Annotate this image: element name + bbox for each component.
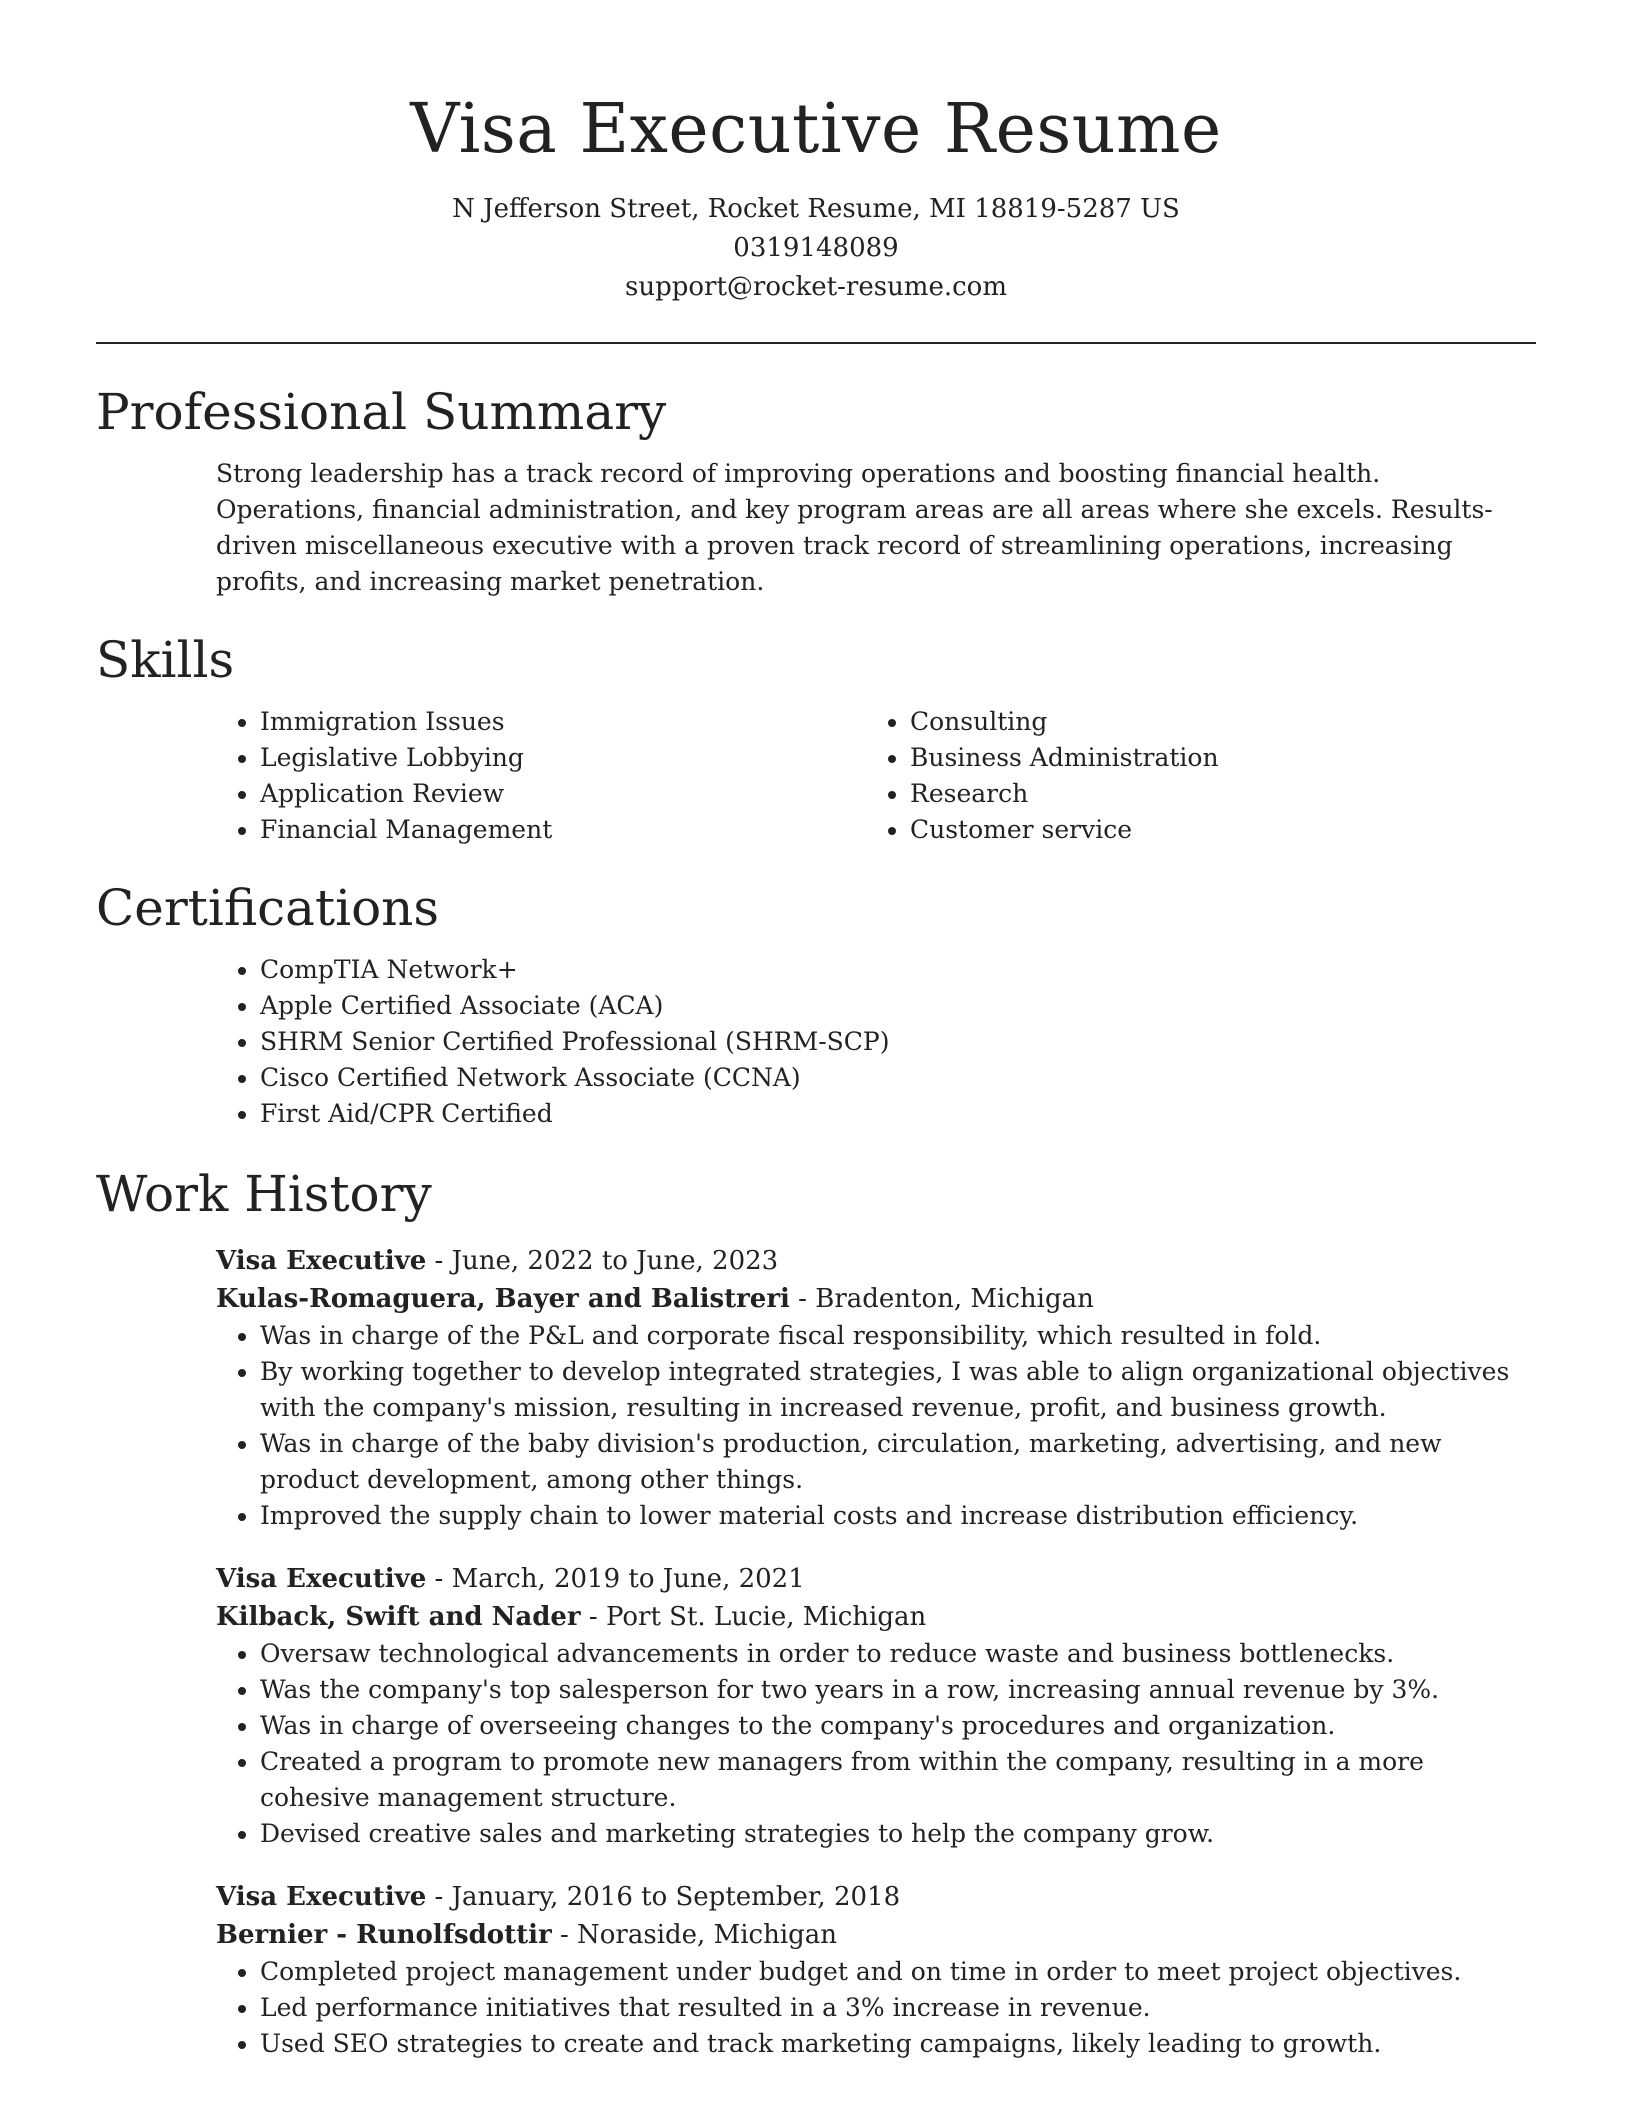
job-company-line [216,1598,1536,1636]
certification-item: • CompTIA Network+ [260,952,1536,988]
skill-item: • Business Administration [910,740,1516,776]
job-role: Visa Executive [216,1564,427,1594]
skills-heading: Skills [96,631,235,689]
job-entry [216,1242,1536,1534]
job-bullet: • Devised creative sales and marketing strategies to help the company grow. [260,1816,1536,1852]
job-location: - Bradenton, Michigan [789,1284,1094,1314]
job-bullet: • Completed project management under budget and on time in order to meet project objectives. [260,1954,1536,1990]
job-title-line [216,1560,1536,1598]
job-bullet: • Used SEO strategies to create and track marketing campaigns, likely leading to growth. [260,2026,1536,2062]
job-role: Visa Executive [216,1246,427,1276]
certifications-list [216,952,1536,1132]
job-location: - Port St. Lucie, Michigan [580,1602,927,1632]
skill-item: • Customer service [910,812,1516,848]
job-bullets [216,1318,1536,1534]
header-divider [96,342,1536,344]
job-company-line [216,1280,1536,1318]
job-title-line [216,1878,1536,1916]
summary-text: Strong leadership has a track record of improving operations and boosting financial health. Operations, financial administration, and key program areas are all areas where she excels. Results-driven miscellaneous executive with a proven track record of streamlining operations, increasing profits, and increasing market penetration. [216,459,1493,596]
job-role: Visa Executive [216,1882,427,1912]
certifications-section [96,876,1536,1132]
skills-section [96,628,1536,848]
job-title-line [216,1242,1536,1280]
contact-info [0,190,1632,307]
job-dates: - June, 2022 to June, 2023 [426,1246,779,1276]
skill-item: • Consulting [910,704,1516,740]
job-bullets [216,1636,1536,1852]
job-company: Kulas-Romaguera, Bayer and Balistreri [216,1284,790,1314]
job-bullet: • Oversaw technological advancements in order to reduce waste and business bottlenecks. [260,1636,1536,1672]
job-entry [216,1560,1536,1852]
job-bullet: • Was in charge of the P&L and corporate fiscal responsibility, which resulted in fold. [260,1318,1536,1354]
skill-item: • Application Review [260,776,866,812]
skills-columns [216,704,1536,848]
contact-address: N Jefferson Street, Rocket Resume, MI 18819-5287 US [452,194,1180,224]
certification-item: • First Aid/CPR Certified [260,1096,1536,1132]
contact-email: support@rocket-resume.com [624,272,1007,302]
summary-heading: Professional Summary [96,383,667,441]
skills-column-left [216,704,866,848]
contact-phone: 0319148089 [733,233,899,263]
certification-item: • SHRM Senior Certified Professional (SHRM-SCP) [260,1024,1536,1060]
resume-title: Visa Executive Resume [410,90,1222,169]
certification-item: • Apple Certified Associate (ACA) [260,988,1536,1024]
skill-item: • Immigration Issues [260,704,866,740]
resume-header [0,0,1632,307]
certification-item: • Cisco Certified Network Associate (CCNA) [260,1060,1536,1096]
job-bullet: • Was in charge of the baby division's production, circulation, marketing, advertising, and new product development, among other things. [260,1426,1536,1498]
job-dates: - March, 2019 to June, 2021 [426,1564,805,1594]
skill-item: • Legislative Lobbying [260,740,866,776]
job-dates: - January, 2016 to September, 2018 [426,1882,901,1912]
summary-section [96,380,1536,600]
job-bullet: • Improved the supply chain to lower material costs and increase distribution efficiency. [260,1498,1536,1534]
job-bullets [216,1954,1536,2062]
job-bullet: • Created a program to promote new managers from within the company, resulting in a more cohesive management structure. [260,1744,1536,1816]
job-company-line [216,1916,1536,1954]
job-company: Bernier - Runolfsdottir [216,1920,552,1950]
certifications-heading: Certifications [96,879,440,937]
skills-column-right [866,704,1516,848]
job-location: - Noraside, Michigan [551,1920,838,1950]
job-entry [216,1878,1536,2062]
job-bullet: • Led performance initiatives that resulted in a 3% increase in revenue. [260,1990,1536,2026]
job-bullet: • By working together to develop integrated strategies, I was able to align organizational objectives with the company's mission, resulting in increased revenue, profit, and business growth. [260,1354,1536,1426]
job-bullet: • Was the company's top salesperson for two years in a row, increasing annual revenue by 3%. [260,1672,1536,1708]
job-company: Kilback, Swift and Nader [216,1602,581,1632]
work-history-section [96,1162,1536,2062]
skill-item: • Financial Management [260,812,866,848]
skill-item: • Research [910,776,1516,812]
job-bullet: • Was in charge of overseeing changes to the company's procedures and organization. [260,1708,1536,1744]
work-history-heading: Work History [96,1165,432,1223]
